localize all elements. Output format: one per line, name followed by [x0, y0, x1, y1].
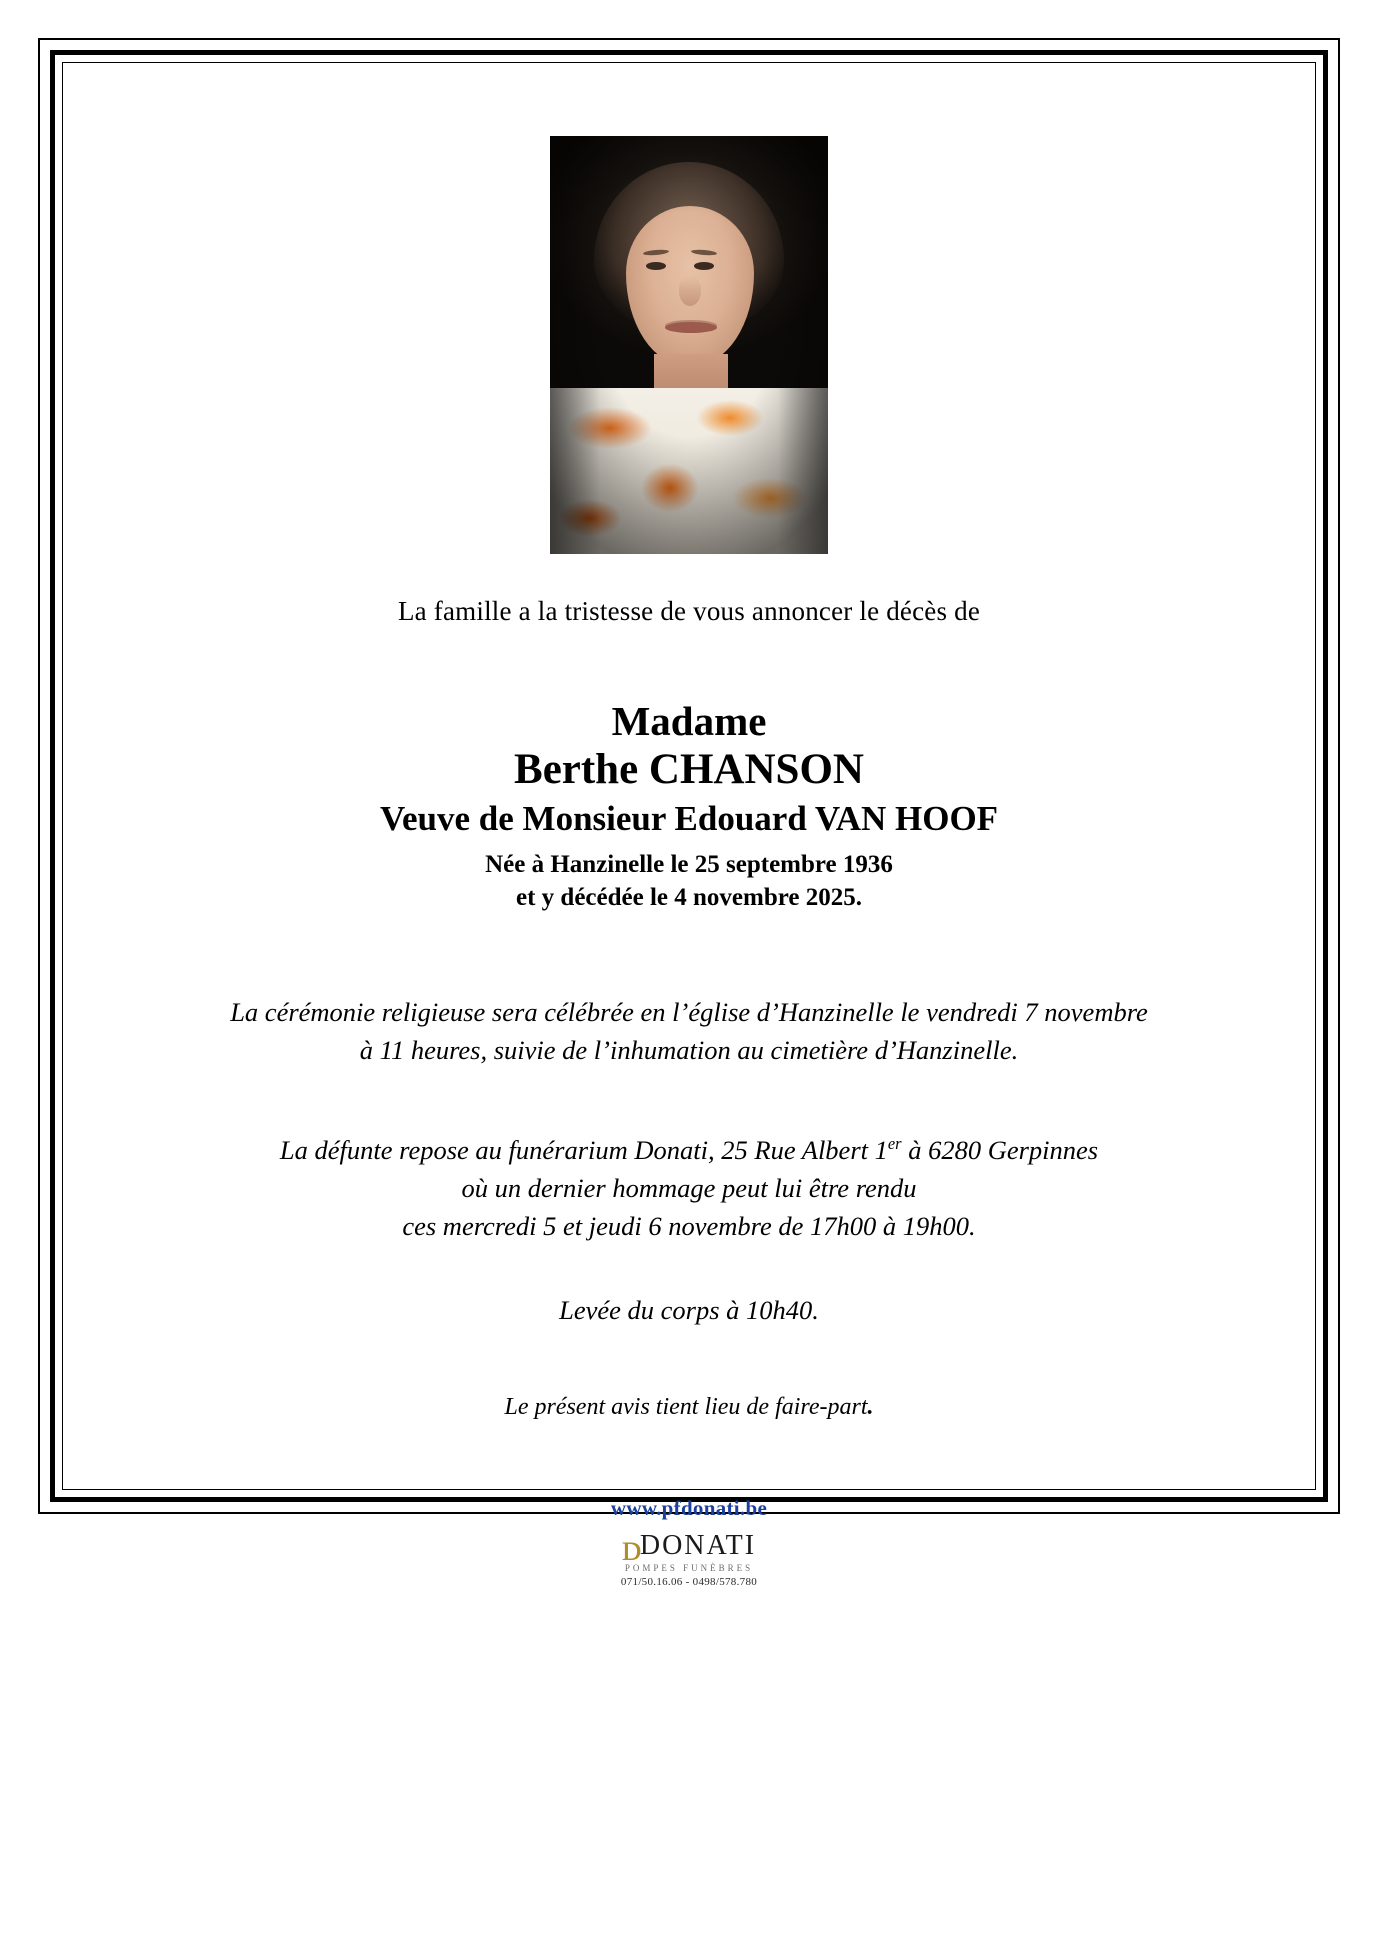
ceremony-line-1: La cérémonie religieuse sera célébrée en l’église d’Hanzinelle le vendredi 7 novembre [230, 996, 1148, 1027]
photo-vignette [550, 136, 828, 554]
repose-line-1-suffix: à 6280 Gerpinnes [901, 1134, 1099, 1165]
ceremony-paragraph [62, 993, 1316, 1069]
repose-line-2: où un dernier hommage peut lui être rendu [461, 1173, 917, 1204]
faire-part-line [62, 1390, 1316, 1425]
repose-line-3: ces mercredi 5 et jeudi 6 novembre de 17h00 à 19h00. [402, 1211, 976, 1242]
donati-logo-subtitle: POMPES FUNÈBRES [624, 1563, 754, 1574]
deceased-name: Berthe CHANSON [514, 746, 864, 794]
repose-line-1-ordinal: er [887, 1134, 902, 1154]
deceased-photo [550, 136, 828, 554]
repose-line-1-prefix: La défunte repose au funérarium Donati, 25 Rue Albert 1 [279, 1134, 888, 1165]
announcement-intro: La famille a la tristesse de vous annoncer le décès de [397, 596, 981, 626]
donati-logo-name: DONATI [639, 1530, 757, 1562]
notice-content [62, 62, 1316, 1589]
deceased-death-line: et y décédée le 4 novembre 2025. [516, 884, 862, 912]
deceased-name-block [62, 697, 1316, 915]
portrait-container [550, 62, 828, 554]
donati-phone-numbers: 071/50.16.06 - 0498/578.780 [620, 1576, 758, 1589]
faire-part-period: . [867, 1393, 874, 1420]
footer-block [62, 1496, 1316, 1588]
levee-line: Levée du corps à 10h40. [559, 1295, 819, 1326]
faire-part-text: Le présent avis tient lieu de faire-part [504, 1393, 868, 1420]
deceased-spouse-line: Veuve de Monsieur Edouard VAN HOOF [379, 799, 999, 839]
ceremony-line-2: à 11 heures, suivie de l’inhumation au cimetière d’Hanzinelle. [359, 1034, 1019, 1065]
deceased-birth-line: Née à Hanzinelle le 25 septembre 1936 [485, 850, 893, 878]
repose-paragraph [62, 1131, 1316, 1245]
repose-line-1 [62, 1131, 1316, 1169]
donati-logo-mark-icon: ᴅ [621, 1527, 634, 1570]
website-link[interactable]: www.pfdonati.be [610, 1496, 768, 1521]
deceased-title: Madame [611, 698, 767, 744]
